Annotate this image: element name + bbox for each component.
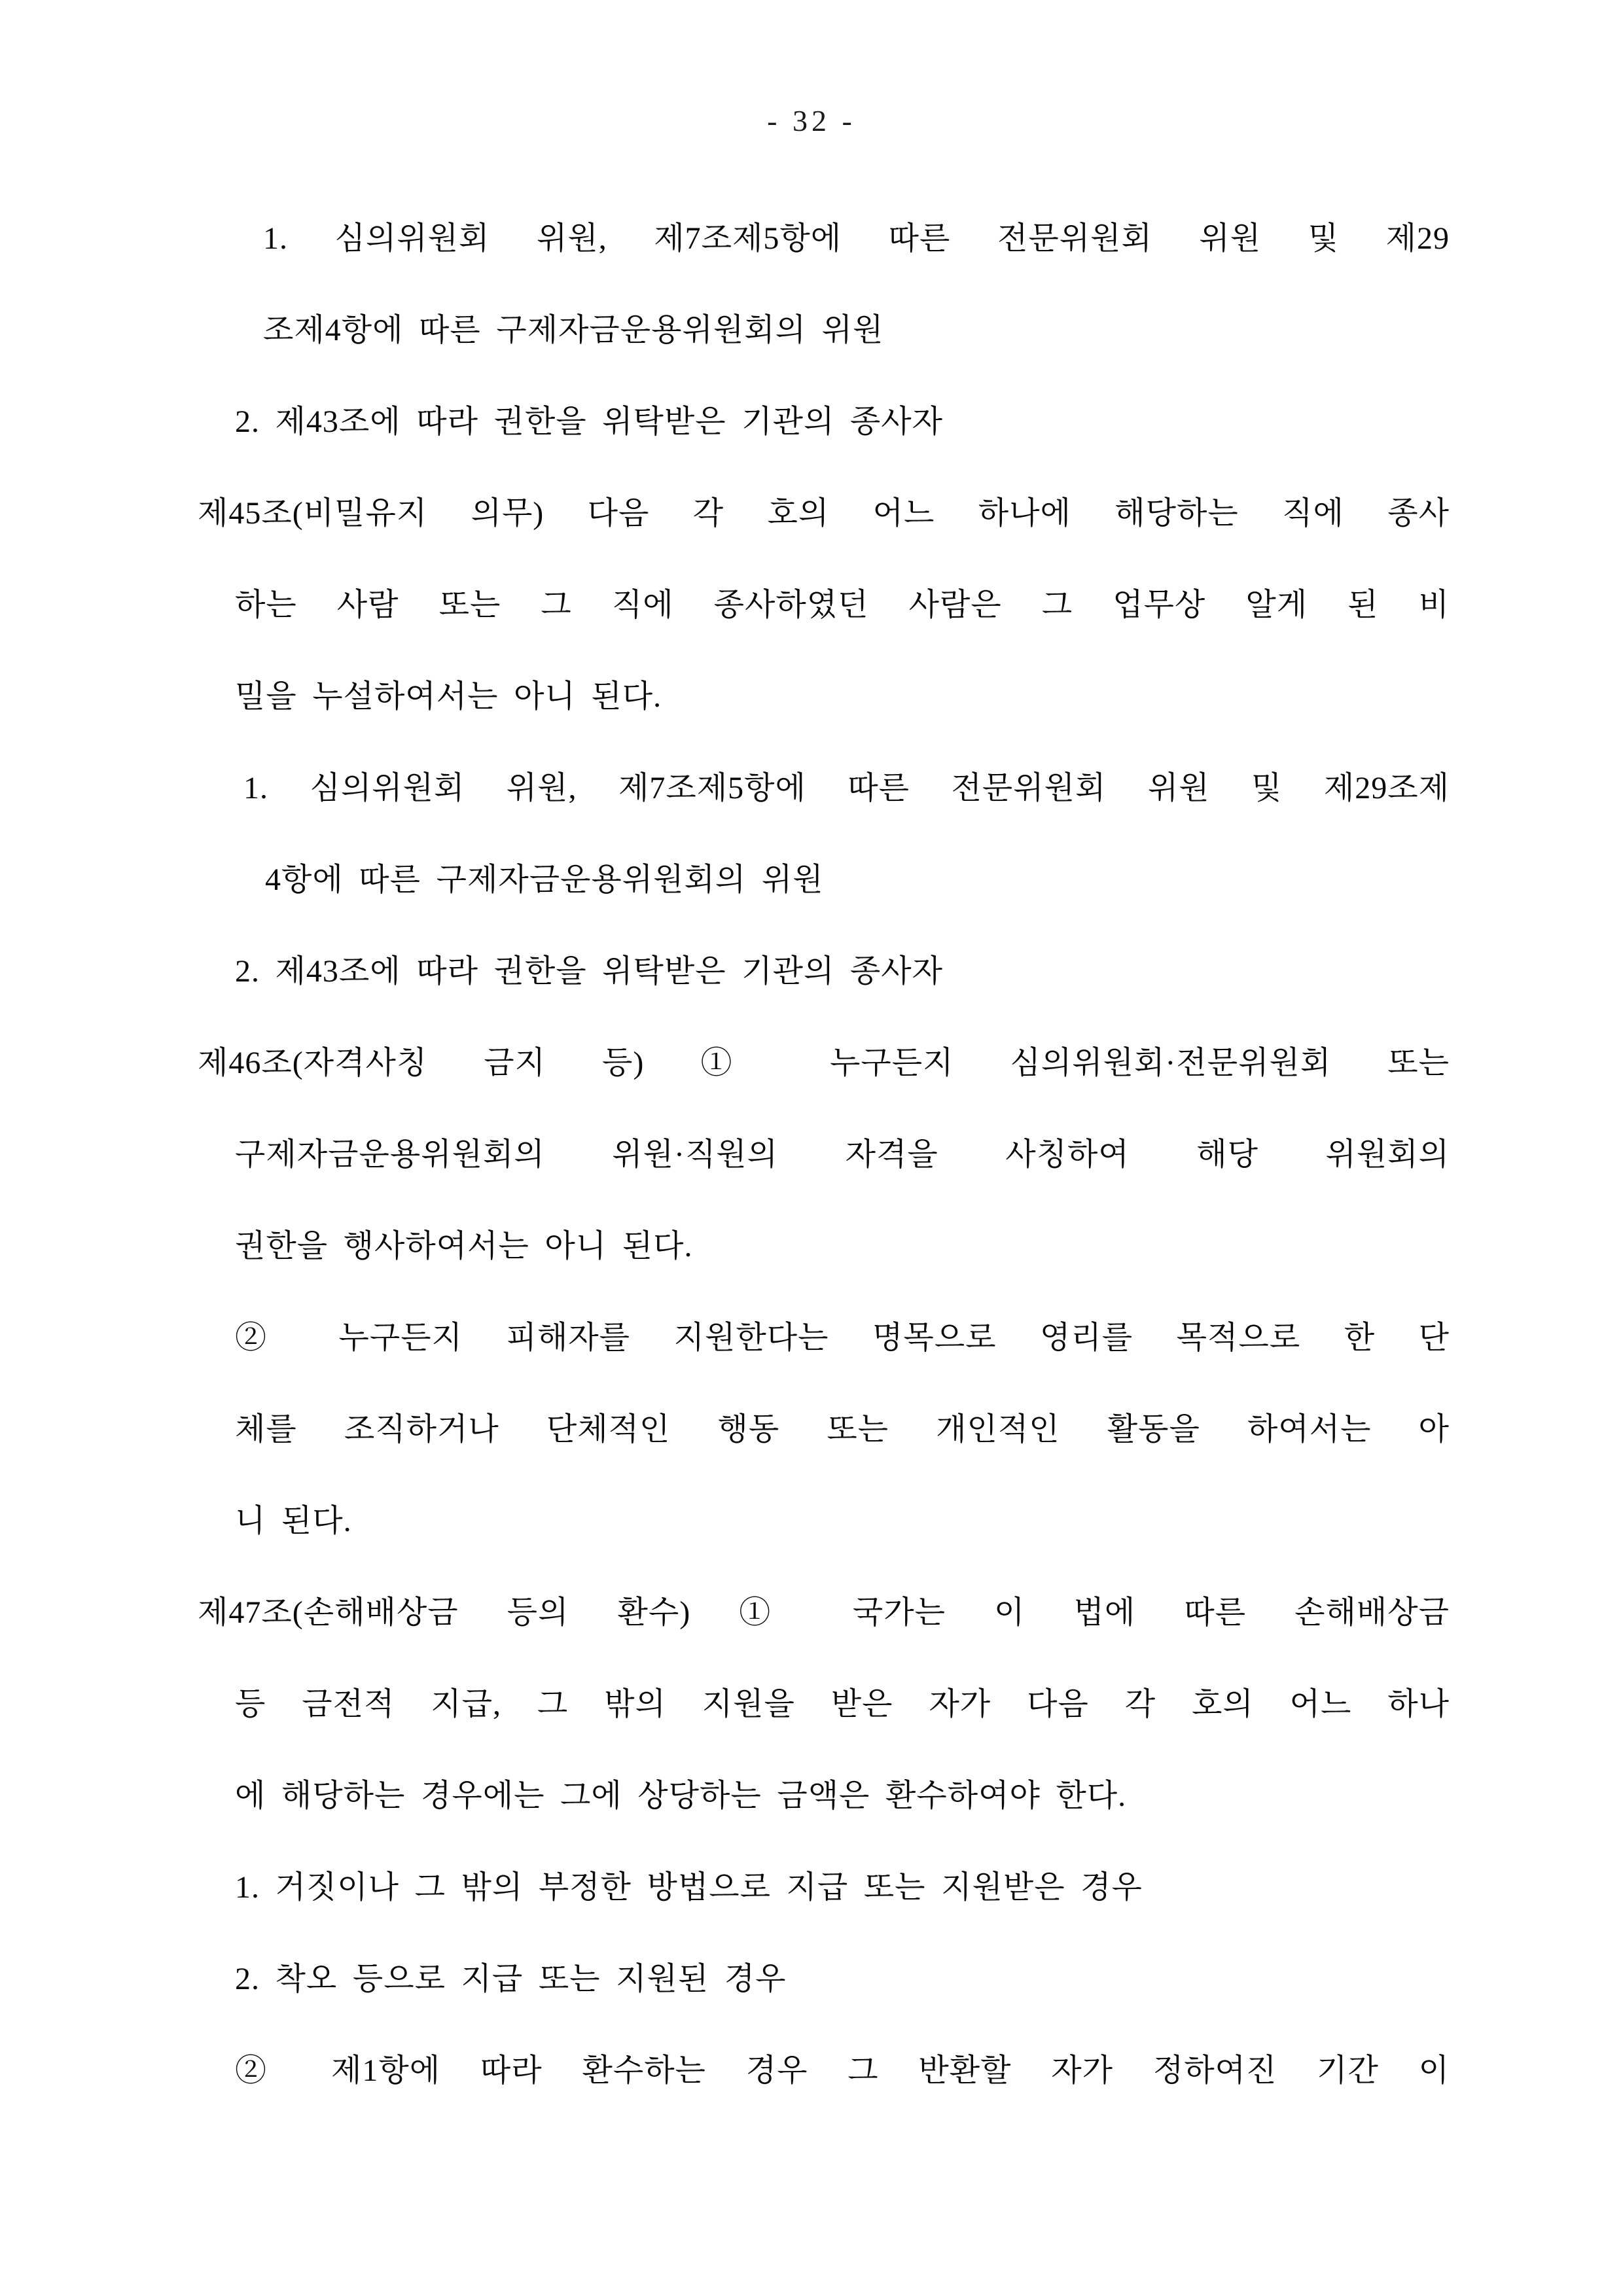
text-line: 하는 사람 또는 그 직에 종사하였던 사람은 그 업무상 알게 된 비 xyxy=(235,588,1450,622)
text-line: 제45조(비밀유지 의무) 다음 각 호의 어느 하나에 해당하는 직에 종사 xyxy=(198,496,1450,531)
text-line: 에 해당하는 경우에는 그에 상당하는 금액은 환수하여야 한다. xyxy=(235,1778,1127,1813)
text-line: 1. 거짓이나 그 밖의 부정한 방법으로 지급 또는 지원받은 경우 xyxy=(235,1870,1143,1905)
document-body xyxy=(198,193,1450,2117)
text-line: 1. 심의위원회 위원, 제7조제5항에 따른 전문위원회 위원 및 제29조제 xyxy=(243,771,1450,805)
text-line: 구제자금운용위원회의 위원·직원의 자격을 사칭하여 해당 위원회의 xyxy=(235,1137,1450,1172)
page-number: - 32 - xyxy=(767,104,856,137)
text-line: 밀을 누설하여서는 아니 된다. xyxy=(235,679,662,714)
text-line: 2. 제43조에 따라 권한을 위탁받은 기관의 종사자 xyxy=(235,404,943,439)
text-line: ② 누구든지 피해자를 지원한다는 명목으로 영리를 목적으로 한 단 xyxy=(235,1320,1450,1355)
text-line: 제46조(자격사칭 금지 등) ① 누구든지 심의위원회·전문위원회 또는 xyxy=(198,1046,1450,1080)
text-line: 2. 착오 등으로 지급 또는 지원된 경우 xyxy=(235,1962,787,1996)
text-line: 2. 제43조에 따라 권한을 위탁받은 기관의 종사자 xyxy=(235,954,943,989)
text-line: 체를 조직하거나 단체적인 행동 또는 개인적인 활동을 하여서는 아 xyxy=(235,1412,1450,1447)
text-line: 4항에 따른 구제자금운용위원회의 위원 xyxy=(265,862,824,897)
text-line: 니 된다. xyxy=(235,1504,352,1538)
text-line: 제47조(손해배상금 등의 환수) ① 국가는 이 법에 따른 손해배상금 xyxy=(198,1595,1450,1630)
text-line: 등 금전적 지급, 그 밖의 지원을 받은 자가 다음 각 호의 어느 하나 xyxy=(235,1687,1450,1722)
text-line: 1. 심의위원회 위원, 제7조제5항에 따른 전문위원회 위원 및 제29 xyxy=(263,221,1450,256)
text-line: 조제4항에 따른 구제자금운용위원회의 위원 xyxy=(263,313,884,347)
text-line: 권한을 행사하여서는 아니 된다. xyxy=(235,1229,693,1263)
text-line: ② 제1항에 따라 환수하는 경우 그 반환할 자가 정하여진 기간 이 xyxy=(235,2053,1450,2088)
